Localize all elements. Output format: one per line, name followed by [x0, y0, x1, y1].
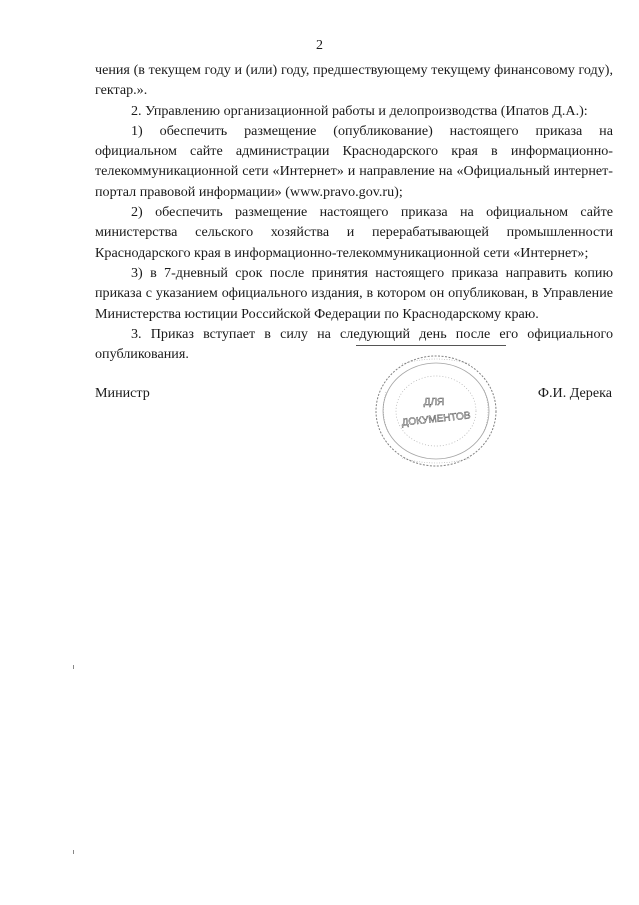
stamp-text-line1: ДЛЯ [423, 397, 445, 408]
paragraph-item-2: 2. Управлению организационной работы и делопроизводства (Ипатов Д.А.): [131, 102, 588, 119]
document-body [95, 60, 613, 364]
page-number: 2 [316, 38, 323, 53]
paragraph-continuation: чения (в текущем году и (или) году, предшествующему текущему финансовому году), гектар.». [95, 62, 613, 99]
paragraph-subitem-1: 1) обеспечить размещение (опубликование) настоящего приказа на официальном сайте администрации Краснодарского края в информационно-телекоммуникационной сети «Интернет» и направление на «Официальный интернет-портал правовой информации» (www.pravo.gov.ru); [95, 122, 613, 200]
margin-mark [73, 665, 74, 669]
paragraph-subitem-3: 3) в 7-дневный срок после принятия настоящего приказа направить копию приказа с указанием официального издания, в котором он опубликован, в Управление Министерства юстиции Российской Федерации по Краснодарскому краю. [95, 264, 613, 322]
signatory-name: Ф.И. Дерека [537, 385, 612, 401]
seal-stamp-icon [372, 352, 500, 470]
signature-line [356, 345, 506, 346]
signatory-position: Министр [95, 385, 150, 401]
stamp-text-line2: ДОКУМЕНТОВ [401, 410, 472, 429]
paragraph-item-3: 3. Приказ вступает в силу на следующий день после его официального опубликования. [95, 325, 613, 363]
margin-mark [73, 850, 74, 854]
paragraph-subitem-2: 2) обеспечить размещение настоящего приказа на официальном сайте министерства сельского хозяйства и перерабатывающей промышленности Краснодарского края в информационно-телекоммуникационной сети «Интернет»; [95, 204, 613, 261]
